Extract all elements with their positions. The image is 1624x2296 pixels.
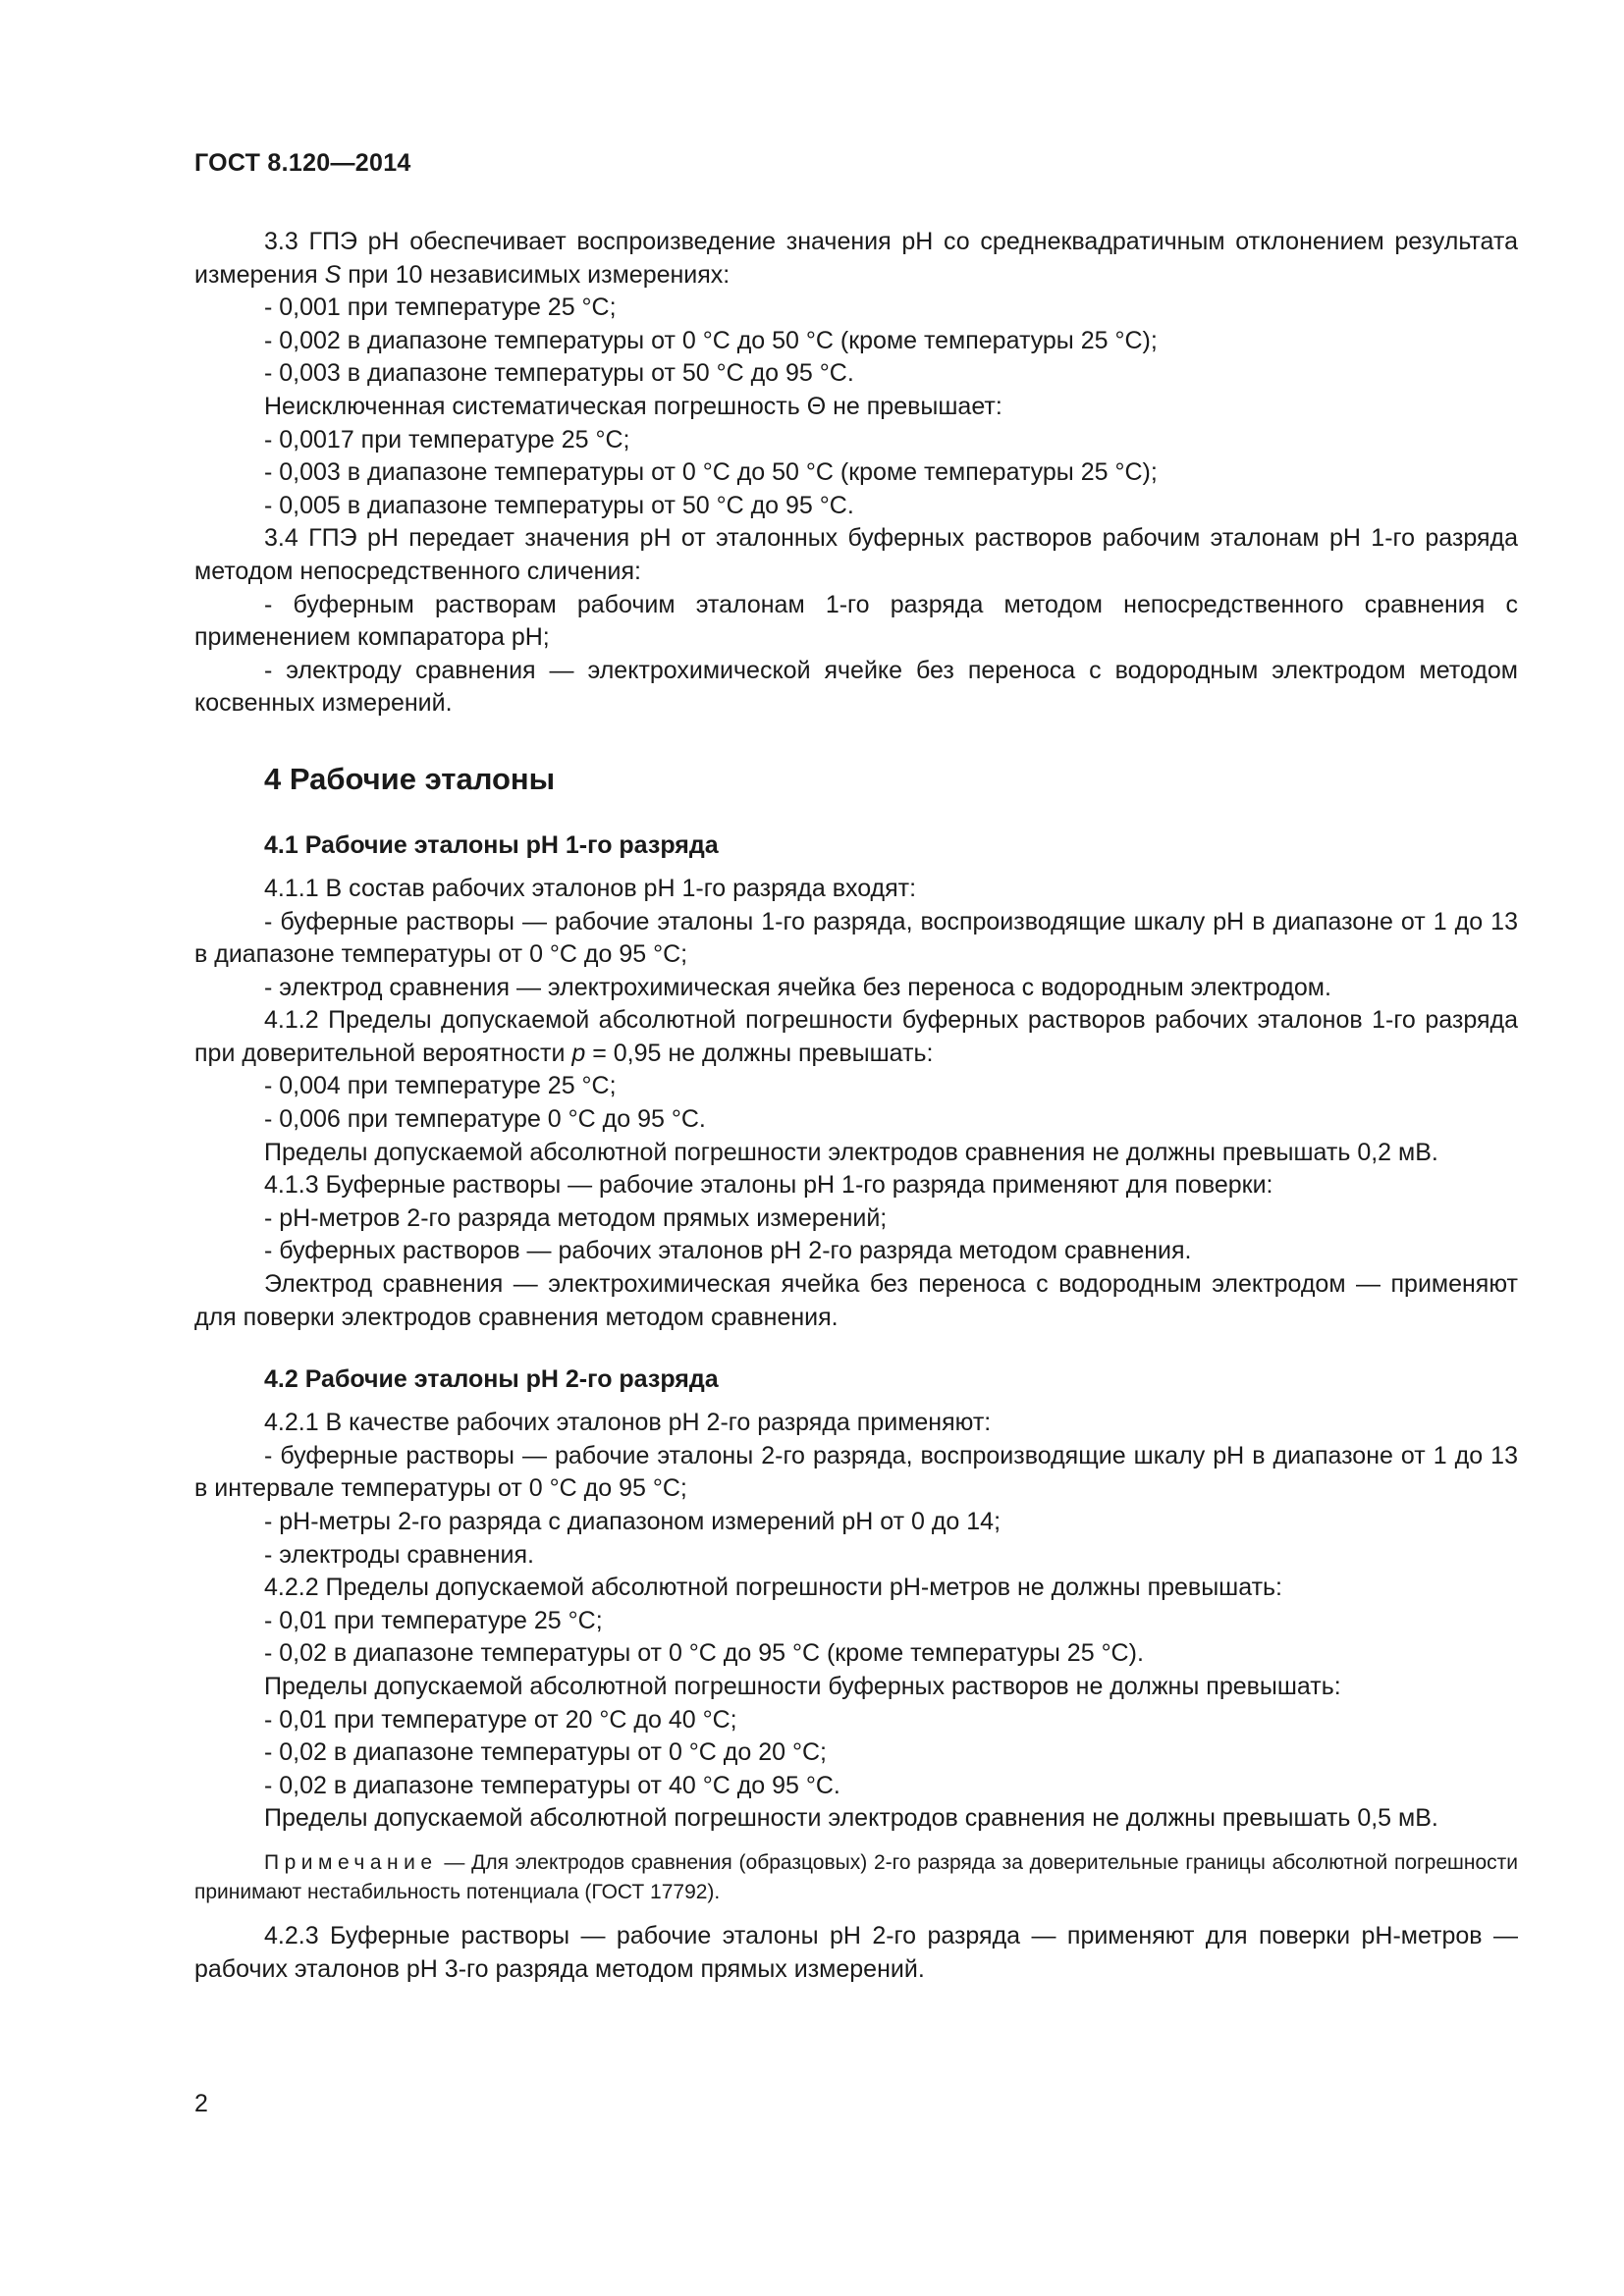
list-item: - 0,003 в диапазоне температуры от 0 °С до 50 °С (кроме температуры 25 °С); — [264, 458, 1158, 487]
list-item: - 0,002 в диапазоне температуры от 0 °С до 50 °С (кроме температуры 25 °С); — [264, 326, 1158, 354]
list-item: - буферные растворы — рабочие эталоны 2-го разряда, воспроизводящие шкалу рН в диапазоне от 1 до 13 в интервале температуры от 0 °С до 95 °С; — [194, 1441, 1518, 1503]
subsection-4-1-heading: 4.1 Рабочие эталоны рН 1-го разряда — [264, 830, 719, 859]
list-item: - 0,001 при температуре 25 °С; — [264, 294, 617, 322]
list-item: - электроду сравнения — электрохимической ячейке без переноса с водородным электродом методом косвенных измерений. — [194, 656, 1518, 718]
paragraph-4-1-2: 4.1.2 Пределы допускаемой абсолютной погрешности буферных растворов рабочих эталонов 1-го разряда при доверительной вероятности р = 0,95 не должны превышать: — [194, 1006, 1518, 1067]
paragraph-buffers: Пределы допускаемой абсолютной погрешности буферных растворов не должны превышать: — [264, 1672, 1341, 1700]
list-item: - электроды сравнения. — [264, 1540, 534, 1569]
list-item: - 0,02 в диапазоне температуры от 40 °С до 95 °С. — [264, 1771, 840, 1799]
list-item: - 0,01 при температуре 25 °С; — [264, 1606, 603, 1634]
subsection-4-2-heading: 4.2 Рабочие эталоны рН 2-го разряда — [264, 1365, 719, 1394]
page-number: 2 — [194, 2090, 208, 2117]
paragraph-electrode-comparison: Электрод сравнения — электрохимическая ячейка без переноса с водородным электродом — применяют для поверки электродов сравнения методом сравнения. — [194, 1270, 1518, 1331]
list-item: - буферные растворы — рабочие эталоны 1-го разряда, воспроизводящие шкалу рН в диапазоне от 1 до 13 в диапазоне температуры от 0 °С до 95 °С; — [194, 907, 1518, 969]
list-item: - 0,02 в диапазоне температуры от 0 °С до 95 °С (кроме температуры 25 °С). — [264, 1639, 1144, 1668]
paragraph-3-3: 3.3 ГПЭ рН обеспечивает воспроизведение значения рН со среднеквадратичным отклонением результата измерения S при 10 независимых измерениях: — [194, 228, 1518, 289]
section-4-heading: 4 Рабочие эталоны — [264, 761, 556, 796]
paragraph-electrodes-2: Пределы допускаемой абсолютной погрешности электродов сравнения не должны превышать 0,5 мВ. — [264, 1804, 1438, 1833]
symbol-p: р — [571, 1039, 586, 1067]
document-code: ГОСТ 8.120—2014 — [194, 149, 411, 177]
list-item: - рН-метры 2-го разряда с диапазоном измерений рН от 0 до 14; — [264, 1508, 1001, 1535]
note-label: Примечание — [264, 1850, 438, 1874]
list-item: - 0,006 при температуре 0 °С до 95 °С. — [264, 1105, 706, 1134]
list-item: - рН-метров 2-го разряда методом прямых измерений; — [264, 1203, 888, 1232]
list-item: - 0,004 при температуре 25 °С; — [264, 1072, 617, 1100]
paragraph-4-1-3: 4.1.3 Буферные растворы — рабочие эталоны рН 1-го разряда применяют для поверки: — [264, 1171, 1273, 1200]
list-item: - 0,02 в диапазоне температуры от 0 °С до 20 °С; — [264, 1738, 827, 1767]
list-item: - электрод сравнения — электрохимическая ячейка без переноса с водородным электродом. — [264, 973, 1331, 1001]
symbol-s: S — [324, 260, 342, 289]
list-item: - буферным растворам рабочим эталонам 1-го разряда методом непосредственного сравнения с применением компаратора рН; — [194, 590, 1518, 652]
paragraph-3-4: 3.4 ГПЭ рН передает значения рН от эталонных буферных растворов рабочим эталонам рН 1-го разряда методом непосредственного сличения: — [194, 524, 1518, 585]
list-item: - буферных растворов — рабочих эталонов рН 2-го разряда методом сравнения. — [264, 1237, 1192, 1265]
paragraph-4-2-3: 4.2.3 Буферные растворы — рабочие эталоны рН 2-го разряда — применяют для поверки рН-метров — рабочих эталонов рН 3-го разряда методом прямых измерений. — [194, 1921, 1518, 1983]
paragraph-theta: Неисключенная систематическая погрешность Θ не превышает: — [264, 392, 1002, 420]
list-item: - 0,0017 при температуре 25 °С; — [264, 425, 630, 454]
paragraph-electrodes-1: Пределы допускаемой абсолютной погрешности электродов сравнения не должны превышать 0,2 мВ. — [264, 1138, 1438, 1166]
paragraph-4-2-1: 4.2.1 В качестве рабочих эталонов рН 2-го разряда применяют: — [264, 1409, 992, 1437]
paragraph-4-1-1: 4.1.1 В состав рабочих эталонов рН 1-го разряда входят: — [264, 874, 917, 902]
note — [194, 1848, 1518, 1907]
list-item: - 0,005 в диапазоне температуры от 50 °С до 95 °С. — [264, 491, 854, 519]
list-item: - 0,003 в диапазоне температуры от 50 °С до 95 °С. — [264, 359, 854, 388]
note-text: — Для электродов сравнения (образцовых) 2-го разряда за доверительные границы абсолютной погрешности принимают нестабильность потенциала (ГОСТ 17792). — [194, 1850, 1518, 1903]
document-body — [194, 226, 1518, 1986]
list-item: - 0,01 при температуре от 20 °С до 40 °С; — [264, 1705, 737, 1734]
paragraph-4-2-2: 4.2.2 Пределы допускаемой абсолютной погрешности рН-метров не должны превышать: — [264, 1574, 1282, 1602]
